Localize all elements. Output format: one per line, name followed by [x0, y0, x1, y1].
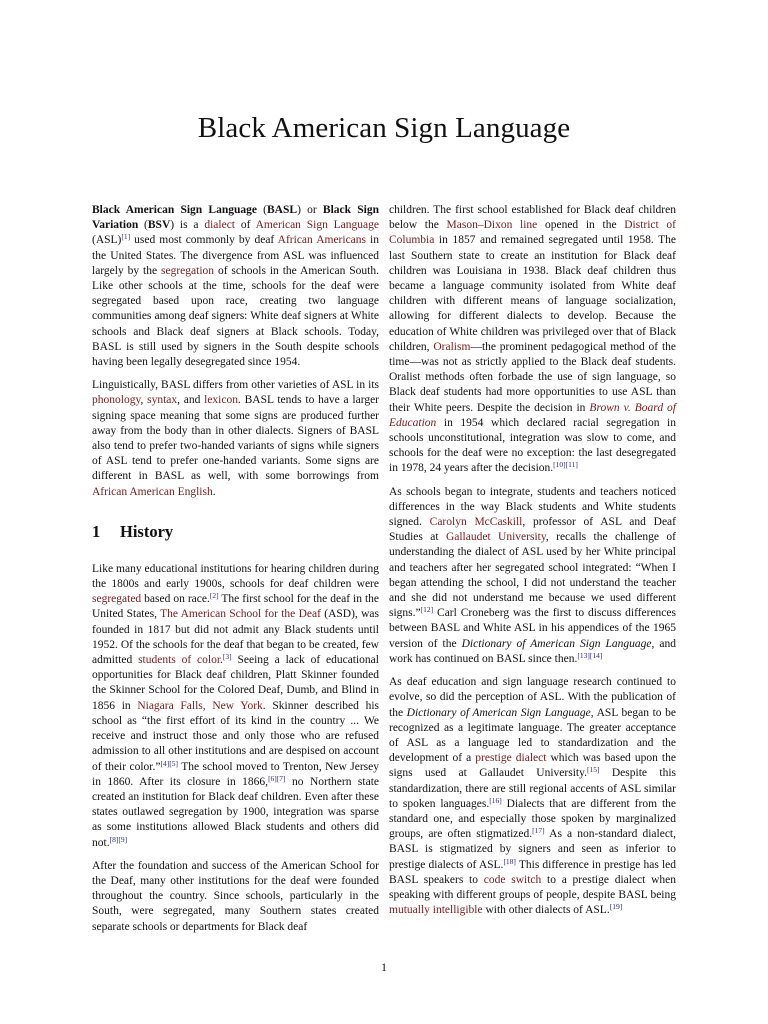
text: ) is a: [170, 219, 205, 232]
citation[interactable]: [19]: [609, 902, 623, 912]
section-heading-history: [92, 522, 379, 542]
citation[interactable]: [12]: [420, 605, 434, 615]
link-lexicon[interactable]: lexicon: [204, 394, 238, 407]
link-code-switch[interactable]: code switch: [483, 873, 542, 886]
right-column: [389, 203, 676, 926]
history-paragraph-4: [389, 485, 676, 667]
text: , recalls the challenge of understanding the dialect of ASL used by her White principal and teachers after her segregated school integrated: “When I began attending the school, I did not understand the teacher and she did not understand me because we used different signs.”: [389, 531, 676, 620]
text: (: [256, 204, 268, 216]
book-title: Dictionary of American Sign Language: [461, 637, 652, 650]
text: As schools began to integrate, students and teachers noticed differences in the way Black students and White students signed.: [389, 485, 676, 529]
link-brown-v-board[interactable]: Brown v. Board of Education: [389, 401, 676, 429]
history-paragraph-1: [92, 562, 379, 851]
page-title: Black American Sign Language: [197, 112, 571, 144]
left-column: [92, 203, 379, 943]
citation[interactable]: [15]: [586, 765, 600, 775]
text: .: [220, 654, 223, 667]
text: Despite this standardization, there are still regional accents of ASL similar to spoken languages.: [389, 767, 676, 810]
link-syntax[interactable]: syntax: [147, 394, 178, 407]
citation[interactable]: [10][11]: [553, 460, 578, 470]
book-title: Dictionary of American Sign Language: [406, 706, 591, 719]
text: ) or: [297, 204, 323, 216]
citation[interactable]: [16]: [489, 795, 502, 805]
text: (: [138, 219, 148, 232]
text: in 1954 which declared racial segregation in schools unconstitutional, integration was slow to come, and schools for the deaf were no exception: the last desegregated in 1978, 24 years after the decision.: [389, 416, 676, 475]
text: of: [235, 219, 256, 232]
citation[interactable]: [8][9]: [109, 834, 128, 844]
text: based on race.: [141, 593, 210, 606]
text: The first school for the deaf in the United States,: [92, 593, 380, 621]
term-basl: Black American Sign Language: [92, 204, 257, 216]
linguistics-paragraph: [92, 378, 379, 500]
text: Carl Croneberg was the first to discuss differences between BASL and White ASL in his appendices of the 1965 version of the: [389, 607, 676, 650]
text: As a non-standard dialect, BASL is stigmatized by signers and seen as inferior to prestige dialects of ASL.: [389, 828, 676, 871]
text: , and work has continued on BASL since then.: [389, 637, 677, 665]
history-paragraph-5: [389, 675, 676, 918]
link-oralism[interactable]: Oralism: [433, 340, 471, 353]
link-segregated[interactable]: segregated: [92, 593, 142, 606]
citation[interactable]: [2]: [209, 591, 219, 601]
citation[interactable]: [18]: [503, 856, 516, 866]
citation[interactable]: [17]: [532, 826, 545, 836]
page-number: 1: [381, 960, 387, 974]
citation[interactable]: [3]: [222, 652, 232, 662]
text: (ASL): [92, 234, 122, 247]
text: After the foundation and success of the American School for the Deaf, many other institutions for the deaf were founded throughout the country. Since schools, particularly in the South, were segregated, many Southern states created separate schools or departments for Black deaf: [92, 859, 379, 933]
text: . Skinner described his school as “the first effort of its kind in the country ... We receive and instruct those and only those who are refused admission to all other institutions and are despised on account of their color.”: [92, 699, 379, 773]
link-phonology[interactable]: phonology: [92, 394, 141, 407]
text: As deaf education and sign language research continued to evolve, so did the perception of ASL. With the publication of the: [389, 676, 676, 719]
citation[interactable]: [6][7]: [268, 773, 286, 783]
text: , ASL began to be recognized as a legitimate language. The greater acceptance of ASL as a language led to standardization and the development of a: [389, 706, 676, 765]
text: Dialects that are different from the standard one, and especially those spoken by marginalized groups, are often stigmatized.: [389, 797, 676, 841]
text: children. The first school established for Black deaf children below the: [389, 204, 676, 232]
text: Like many educational institutions for hearing children during the 1800s and early 1900s, schools for deaf children were: [92, 562, 379, 591]
citation[interactable]: [13][14]: [577, 650, 603, 660]
history-paragraph-2: [92, 859, 379, 935]
text: , and: [177, 394, 205, 407]
section-number: 1: [92, 521, 101, 541]
text: Seeing a lack of educational opportunities for Black deaf children, Platt Skinner founded the Skinner School for the Colored Deaf, Dumb, and Blind in 1856 in: [92, 654, 379, 712]
link-dialect[interactable]: dialect: [204, 219, 235, 232]
text: .: [212, 485, 216, 498]
term-abbrev: BASL: [267, 204, 298, 216]
section-title: History: [120, 521, 174, 541]
text: used most commonly by deaf: [130, 234, 278, 247]
link-segregation[interactable]: segregation: [161, 264, 215, 277]
term-bsv: Black Sign Variation: [92, 204, 379, 232]
history-paragraph-3: [389, 203, 676, 477]
text: in 1857 and remained segregated until 1958. The last Southern state to create an institution for Black deaf children was Louisiana in 1938. Black deaf children thus became a language community isolated from White deaf children with different means of language socialization, allowing for different dialects to develop. Because the education of White children was privileged over that of Black children,: [389, 234, 676, 353]
link-district-of-columbia[interactable]: District of Columbia: [389, 219, 676, 247]
text: —the prominent pedagogical method of the time—was not as strictly applied to the Black deaf students. Oralist methods often forbade the use of sign language, so Black deaf students had more opportunities to use ASL than their White peers. Despite the decision in: [389, 340, 676, 414]
text: of schools in the American South. Like other schools at the time, schools for the deaf were segregated based upon race, creating two language communities among deaf signers: White deaf signers at White schools and Black deaf signers at Black schools. Today, BASL is still used by signers in the South despite schools having been legally desegregated since 1954.: [92, 264, 379, 369]
link-prestige-dialect[interactable]: prestige dialect: [475, 752, 547, 765]
link-american-sign-language[interactable]: American Sign Language: [255, 219, 379, 232]
text: The school moved to Trenton, New Jersey in 1860. After its closure in 1866,: [92, 760, 379, 788]
link-students-of-color[interactable]: students of color: [138, 654, 221, 667]
link-gallaudet-university[interactable]: Gallaudet University: [445, 531, 546, 544]
text: to a prestige dialect when speaking with different groups of people, despite BASL being: [389, 873, 677, 901]
text: opened in the: [537, 219, 625, 232]
link-african-american-english[interactable]: African American English: [92, 485, 213, 498]
link-niagara-falls[interactable]: Niagara Falls, New York: [137, 699, 263, 712]
text: . BASL tends to have a larger signing space meaning that some signs are produced further away from the body than in other dialects. Signers of BASL also tend to prefer two-handed variants of signs while signers of ASL tend to prefer one-handed variants. Some signs are different in BASL as well, with some borrowings from: [92, 394, 380, 483]
text: This difference in prestige has led BASL speakers to: [389, 858, 677, 886]
link-mutually-intelligible[interactable]: mutually intelligible: [389, 904, 483, 917]
text: ,: [140, 394, 148, 407]
intro-paragraph: [92, 203, 379, 370]
text: with other dialects of ASL.: [482, 904, 610, 917]
link-carolyn-mccaskill[interactable]: Carolyn McCaskill: [429, 516, 523, 529]
citation[interactable]: [4][5]: [160, 758, 178, 768]
text: in the United States. The divergence from ASL was influenced largely by the: [92, 234, 379, 277]
text: no Northern state created an institution for Black deaf children. Even after these states outlawed segregation by 1900, integration was sparse as some institutions allowed Black students and others did not.: [92, 775, 380, 849]
text: Linguistically, BASL differs from other varieties of ASL in its: [92, 379, 379, 392]
link-american-school-for-the-deaf[interactable]: The American School for the Deaf: [160, 608, 321, 621]
term-abbrev: BSV: [147, 219, 171, 232]
text: (ASD), was founded in 1817 but did not admit any Black students until 1952. Of the schools for the deaf that began to be created, few admitted: [92, 608, 379, 667]
text: , professor of ASL and Deaf Studies at: [389, 516, 676, 544]
link-mason-dixon-line[interactable]: Mason–Dixon line: [446, 219, 538, 232]
citation[interactable]: [1]: [121, 232, 131, 242]
link-african-americans[interactable]: African Americans: [277, 234, 367, 247]
text: which was based upon the signs used at Gallaudet University.: [389, 752, 676, 780]
